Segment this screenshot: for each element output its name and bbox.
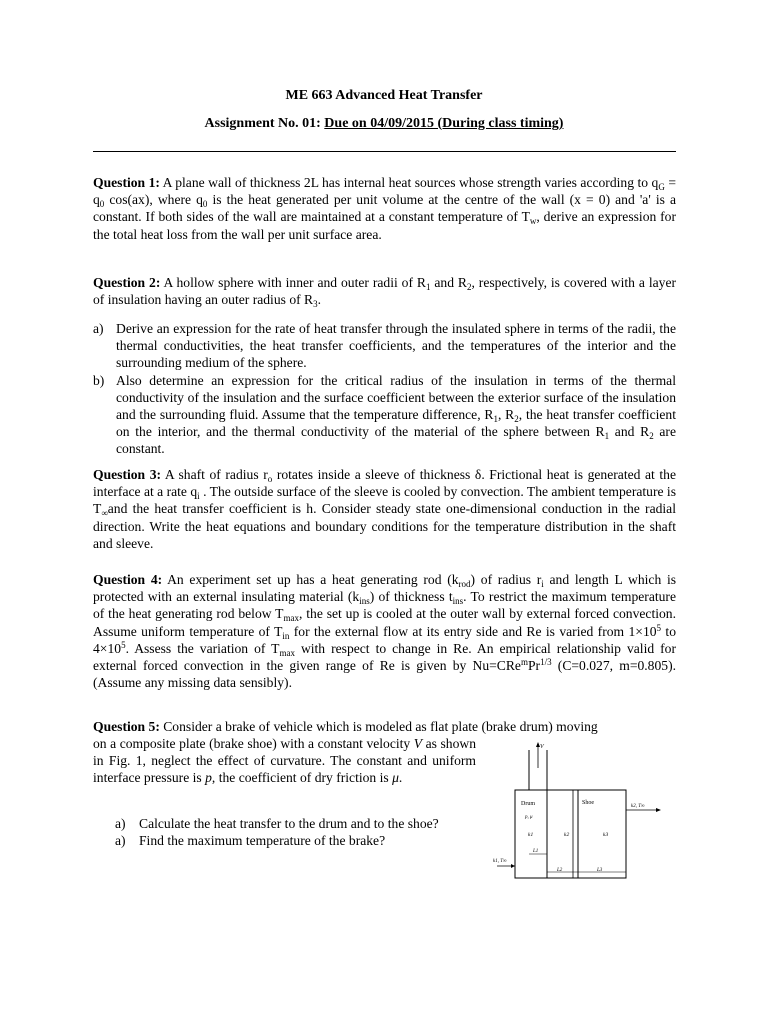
q3-text: and the heat transfer coefficient is h. Consider steady state one-dimensional conduction in the radial direction. Write the heat equations and boundary conditions for the temperature distribution in the shaft and sleeve. xyxy=(93,501,676,551)
k1-label: k1 xyxy=(528,832,534,838)
q2-sub: 2 xyxy=(649,431,654,442)
left-convection-arrow-head xyxy=(511,864,515,868)
assignment-line xyxy=(0,116,768,132)
q4-sub: max xyxy=(279,647,295,658)
q4-text: ) of thickness t xyxy=(369,589,453,605)
q3-text: . The outside surface of the sleeve is cooled by convection. The ambient temperature is T xyxy=(93,484,676,517)
q4-sub: in xyxy=(282,630,290,641)
q2-sub: 3 xyxy=(313,299,318,310)
drum-label: Drum xyxy=(521,801,535,807)
q4-text: . Assess the variation of T xyxy=(125,640,280,656)
question-1 xyxy=(93,174,676,243)
q1-sub: 0 xyxy=(202,199,208,210)
l2-label: L2 xyxy=(557,868,563,873)
q4-text: An experiment set up has a heat generating rod (k xyxy=(162,572,459,587)
question-1-label: Question 1: xyxy=(93,175,160,190)
shoe-label: Shoe xyxy=(582,800,594,806)
l3-label: L3 xyxy=(597,868,603,873)
q4-text: to 4×10 xyxy=(93,623,676,656)
q2-part-a-text: Derive an expression for the rate of heat transfer through the insulated sphere in terms of the radii, the thermal conductivities, the heat transfer coefficients, and the temperatures of the interior and the surrounding medium of the sphere. xyxy=(116,321,676,371)
q5-part-b-marker: a) xyxy=(115,833,126,849)
p-mu-label: p, μ xyxy=(525,815,533,820)
question-3-label: Question 3: xyxy=(93,467,162,482)
question-2-label: Question 2: xyxy=(93,275,161,290)
q5-text: as shown in Fig. 1, neglect the effect of curvature. The constant and uniform interface pressure is xyxy=(93,736,476,786)
q2-part-a-marker: a) xyxy=(93,321,104,336)
l1-label: L1 xyxy=(533,849,539,854)
q2-text: and R xyxy=(430,275,467,290)
question-3 xyxy=(93,466,676,552)
q4-sub: rod xyxy=(458,579,471,589)
q5-velocity: V xyxy=(413,736,423,751)
question-4 xyxy=(93,571,676,691)
question-5-body xyxy=(93,735,476,787)
q2-text: . xyxy=(317,292,322,308)
q1-sub: w xyxy=(529,216,537,227)
q5-pressure: p xyxy=(205,770,212,786)
q5-friction: μ xyxy=(392,770,399,786)
q4-text: with respect to change in Re. An empirical relationship valid for external forced convection in the given range of Re is given by Nu=CRe xyxy=(93,640,676,674)
q5-part-a xyxy=(115,815,477,832)
q4-sup: 5 xyxy=(121,639,126,650)
q1-text: is the heat generated per unit volume at the centre of the wall (x = 0) and 'a' is a constant. If both sides of the wall are maintained at a constant temperature of T xyxy=(93,192,676,225)
due-date: Due on 04/09/2015 (During class timing) xyxy=(324,116,564,131)
q2-sub: 1 xyxy=(425,282,431,292)
q5-text: , the coefficient of dry friction is xyxy=(211,770,393,786)
q1-text: cos(ax), where q xyxy=(104,192,203,208)
question-2 xyxy=(93,274,676,308)
q4-sub: ins xyxy=(359,596,370,607)
course-title: ME 663 Advanced Heat Transfer xyxy=(285,88,483,103)
q5-part-a-marker: a) xyxy=(115,816,126,831)
q2-sub: 1 xyxy=(493,414,498,425)
q2-part-a xyxy=(93,320,676,372)
q4-text: (C=0.027, m=0.805). (Assume any missing data sensibly). xyxy=(93,658,676,691)
q4-sup: 1/3 xyxy=(540,657,552,668)
q5-part-b-text: Find the maximum temperature of the brake? xyxy=(139,833,386,849)
q4-text: . To restrict the maximum temperature of the heat generating rod below T xyxy=(93,589,676,622)
q3-text: rotates inside a sleeve of thickness δ. Frictional heat is generated at the interface at a rate q xyxy=(93,467,677,500)
q3-text: A shaft of radius r xyxy=(161,467,268,482)
q2-sub: 2 xyxy=(514,414,519,425)
q2-part-b-marker: b) xyxy=(93,372,105,388)
q1-sub: 0 xyxy=(99,199,105,210)
q4-sub: i xyxy=(541,579,544,589)
k3-label: k3 xyxy=(603,832,609,838)
q1-text: A plane wall of thickness 2L has internal heat sources whose strength varies according to q xyxy=(159,175,659,190)
q2-part-b xyxy=(93,372,676,458)
q4-sub: max xyxy=(283,613,299,624)
question-2-parts xyxy=(93,320,676,458)
q2-part-b-text: , the heat transfer coefficient on the interior, and the thermal conductivity of the material of the sphere between R xyxy=(116,407,676,440)
q2-text: A hollow sphere with inner and outer radii of R xyxy=(160,275,426,290)
q4-text: and length L which is protected with an external insulating material (k xyxy=(93,572,677,605)
q4-text: , the set up is cooled at the outer wall by external forced convection. Assume uniform temperature of T xyxy=(93,606,676,639)
q2-part-b-text: Also determine an expression for the critical radius of the insulation in terms of the thermal conductivity of the insulation and the surface coefficient between the exterior surface of the insulation and the surrounding fluid. Assume that the temperature difference, R xyxy=(116,372,676,423)
q2-part-b-text: are constant. xyxy=(116,424,676,457)
question-5-label: Question 5: xyxy=(93,719,160,734)
q4-text: ) of radius r xyxy=(470,572,542,587)
k2-label: k2 xyxy=(564,832,570,838)
question-5-line1 xyxy=(93,718,676,735)
q3-sub: ∞ xyxy=(101,508,108,519)
brake-figure xyxy=(485,740,665,880)
right-convection-arrow-head xyxy=(656,808,661,812)
question-5-parts xyxy=(115,815,477,849)
q1-text: = q xyxy=(93,175,676,208)
left-convection-label: k1, T∞ xyxy=(493,859,507,864)
q5-text: Consider a brake of vehicle which is modeled as flat plate (brake drum) moving xyxy=(159,719,598,734)
q1-sub: G xyxy=(658,182,665,192)
right-convection-label: k2, T∞ xyxy=(631,804,645,809)
q3-sub: o xyxy=(267,474,273,484)
q4-text: Pr xyxy=(527,658,541,674)
q4-sub: ins xyxy=(452,596,464,607)
q2-part-b-text: , R xyxy=(497,407,515,423)
q1-text: , derive an expression for the total heat loss from the wall per unit surface area. xyxy=(93,209,677,242)
assignment-prefix: Assignment No. 01: xyxy=(204,116,325,131)
header-divider xyxy=(93,151,676,152)
q2-sub: 1 xyxy=(604,431,610,442)
q4-sup: 5 xyxy=(656,622,662,633)
q5-text: on a composite plate (brake shoe) with a constant velocity xyxy=(93,736,414,751)
q2-part-b-text: and R xyxy=(609,424,650,440)
q2-text: , respectively, is covered with a layer of insulation having an outer radius of R xyxy=(93,275,676,308)
question-4-label: Question 4: xyxy=(93,572,163,587)
q4-text: for the external flow at its entry side and Re is varied from 1×10 xyxy=(289,623,657,639)
q3-sub: i xyxy=(197,491,200,502)
q4-sup: m xyxy=(520,657,528,668)
q5-text: . xyxy=(398,770,403,786)
q2-sub: 2 xyxy=(467,282,472,292)
q5-part-a-text: Calculate the heat transfer to the drum and to the shoe? xyxy=(139,816,439,831)
q5-part-b xyxy=(115,832,477,849)
velocity-label: V xyxy=(540,744,544,750)
